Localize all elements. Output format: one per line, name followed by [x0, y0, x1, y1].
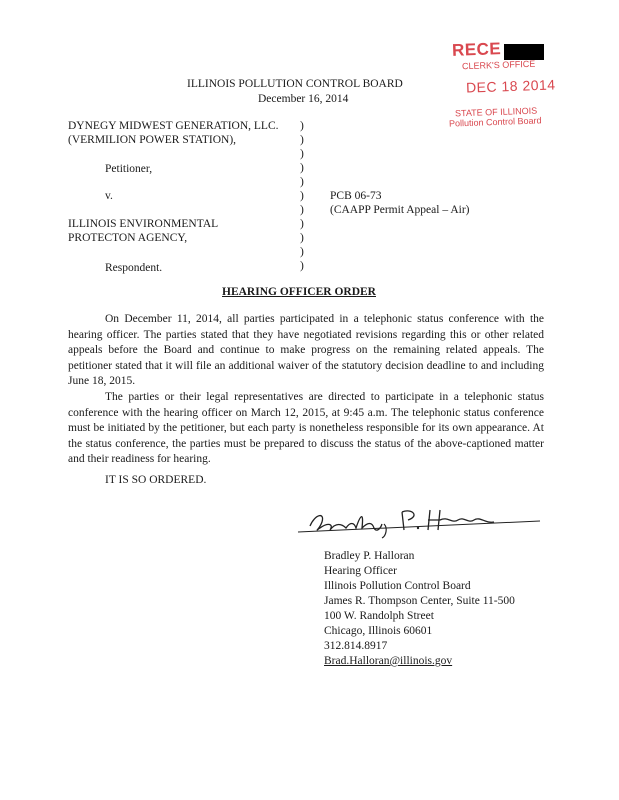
signer-address-line3: Chicago, Illinois 60601	[324, 625, 433, 637]
redaction-box	[504, 44, 544, 60]
paragraph-directive: The parties or their legal representatives are directed to participate in a telephonic status conference with the hearing officer on March 12, 2015, at 9:45 a.m. The telephonic status conference must be initiated by the petitioner, but each party is nonetheless responsible for its own appearance. At the status conference, the parties must be prepared to discuss the status of the above-captioned matter and their readiness for hearing.	[68, 391, 544, 465]
closing-statement: IT IS SO ORDERED.	[105, 474, 207, 486]
respondent-name: ILLINOIS ENVIRONMENTAL	[68, 218, 219, 230]
board-name: ILLINOIS POLLUTION CONTROL BOARD	[187, 78, 403, 90]
case-type: (CAAPP Permit Appeal – Air)	[330, 204, 470, 216]
bracket: )	[300, 260, 304, 272]
order-title: HEARING OFFICER ORDER	[222, 286, 376, 298]
petitioner-label: Petitioner,	[105, 163, 153, 175]
bracket: )	[300, 162, 304, 174]
bracket: )	[300, 176, 304, 188]
bracket: )	[300, 204, 304, 216]
signer-title: Hearing Officer	[324, 565, 397, 577]
bracket: )	[300, 218, 304, 230]
signer-address-line1: James R. Thompson Center, Suite 11-500	[324, 595, 515, 607]
respondent-agency: PROTECTON AGENCY,	[68, 232, 188, 244]
bracket: )	[300, 148, 304, 160]
bracket: )	[300, 246, 304, 258]
respondent-label: Respondent.	[105, 262, 163, 274]
petitioner-name: DYNEGY MIDWEST GENERATION, LLC.	[68, 120, 279, 132]
signer-organization: Illinois Pollution Control Board	[324, 580, 471, 592]
stamp-date: DEC 18 2014	[465, 76, 556, 96]
signer-email-link[interactable]: Brad.Halloran@illinois.gov	[324, 655, 453, 667]
bracket: )	[300, 134, 304, 146]
stamp-board: Pollution Control Board	[448, 115, 542, 129]
signer-phone: 312.814.8917	[324, 640, 388, 652]
bracket: )	[300, 120, 304, 132]
bracket: )	[300, 190, 304, 202]
signer-name: Bradley P. Halloran	[324, 550, 415, 562]
stamp-clerks-office: CLERK'S OFFICE	[461, 58, 536, 72]
stamp-received: RECE	[451, 39, 502, 60]
petitioner-station: (VERMILION POWER STATION),	[68, 134, 237, 146]
case-number: PCB 06-73	[330, 190, 382, 202]
bracket: )	[300, 232, 304, 244]
order-date: December 16, 2014	[258, 93, 349, 105]
stamp-state: STATE OF ILLINOIS	[454, 105, 538, 119]
versus: v.	[105, 190, 113, 202]
signer-address-line2: 100 W. Randolph Street	[324, 610, 434, 622]
paragraph-status-conference: On December 11, 2014, all parties participated in a telephonic status conference with the hearing officer. The parties stated that they have negotiated revisions regarding this or other related appeals before the Board and continue to make progress on the remaining related appeals. The petitioner stated that it will file an additional waiver of the statutory decision deadline to and including June 18, 2015.	[68, 313, 544, 387]
handwritten-signature	[290, 502, 550, 542]
